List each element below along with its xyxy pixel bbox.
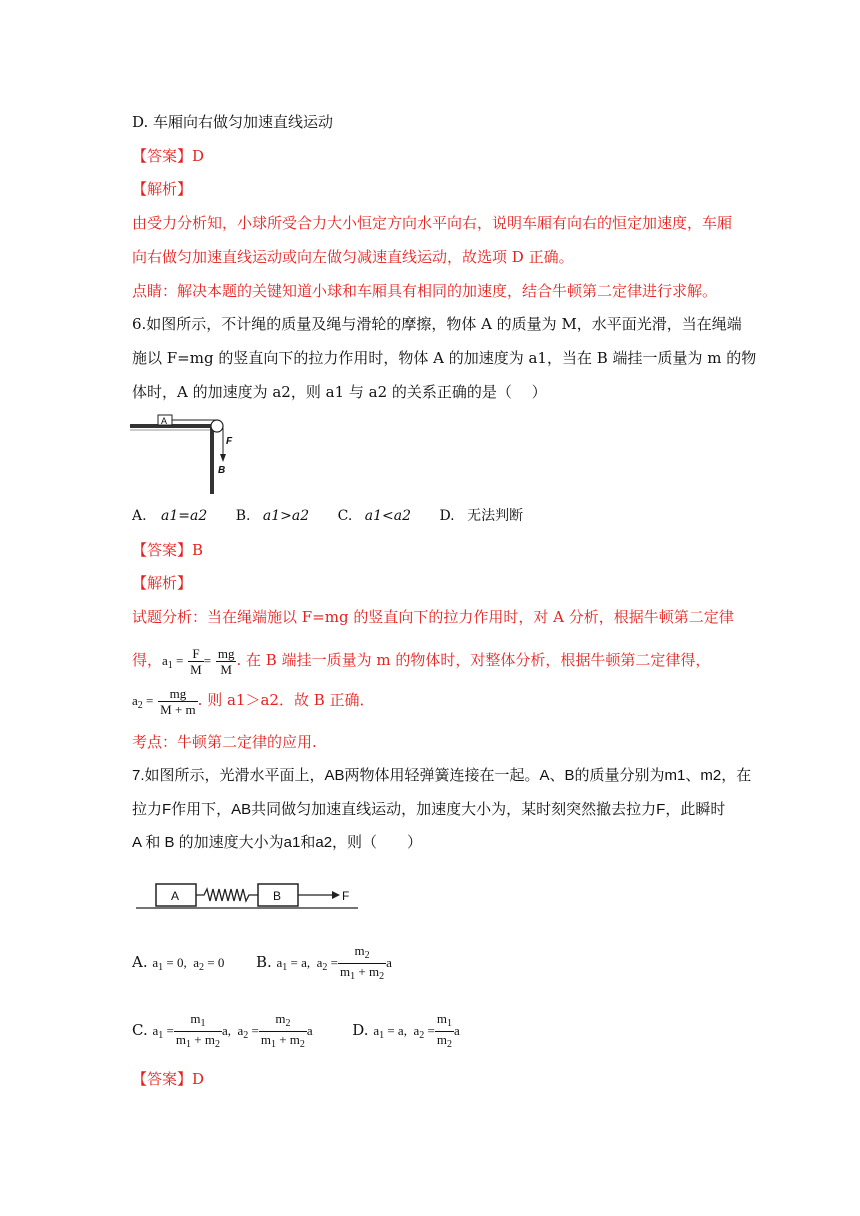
answer-label: 【答案】: [132, 541, 193, 559]
q7-options-ab: A. $a_1 = 0$, $a_2 = 0$ B. $a_1 = a$, $a_2$ = $\frac{m_2}{m_1 + m_2}$ a: [132, 942, 392, 982]
option-b: B.: [235, 508, 251, 524]
force-label: F: [226, 436, 233, 447]
block-b-label: B: [273, 889, 282, 903]
force-label: F: [342, 889, 350, 903]
fraction-mg-over-m: $\frac{mg}{M}$: [217, 645, 235, 677]
option-d: D.: [352, 1021, 369, 1039]
q6-pulley-figure: [130, 414, 240, 496]
fraction-m1-over-sum: $\frac{m_1}{m_1 + m_2}$: [175, 1010, 220, 1050]
option-a: A.: [132, 953, 148, 971]
q7-stem-line: 拉力F作用下，AB共同做匀加速直线运动，加速度大小为，某时刻突然撤去拉力F，此瞬时: [132, 801, 726, 818]
option-b-text: a1>a2: [262, 508, 310, 524]
fraction-f-over-m: $\frac{F}{M}$: [190, 645, 202, 677]
spring: [196, 889, 258, 901]
q7-options-cd: C. $a_1$ = $\frac{m_1}{m_1 + m_2}$ a, $a_2$ = $\frac{m_2}{m_1 + m_2}$ a D. $a_1 = a$, $a_2$ = $\frac{m_1}{m_2}$ a: [132, 1010, 460, 1050]
option-d: D.: [439, 508, 455, 524]
answer-value: B: [192, 541, 204, 559]
q6-kaodian: 考点：牛顿第二定律的应用.: [132, 733, 317, 751]
q6-analysis-formula2: $a_2$ = $\frac{mg}{M + m}$ . 则 a1＞a2．故 B 正确．: [132, 685, 375, 717]
force-arrow: [220, 454, 226, 462]
pulley: [211, 420, 223, 432]
option-c: C.: [132, 1021, 148, 1039]
end-label: B: [218, 465, 226, 476]
option-b: B.: [255, 953, 272, 971]
table-surface: [130, 424, 216, 428]
option-d-text: 无法判断: [467, 508, 524, 524]
q6-answer: [132, 540, 203, 560]
answer-label: 【答案】: [132, 147, 193, 165]
q5-answer: [132, 146, 204, 166]
q5-analysis-label: 【解析】: [132, 180, 193, 198]
fraction-m2-over-sum: $\frac{m_2}{m_1 + m_2}$: [340, 942, 385, 982]
q7-stem-line: A 和 B 的加速度大小为a1和a2，则（ ）: [132, 834, 423, 851]
fraction-m2-over-sum: $\frac{m_2}{m_1 + m_2}$: [260, 1010, 305, 1050]
q6-stem-line: 6.如图所示，不计绳的质量及绳与滑轮的摩擦，物体 A 的质量为 M，水平面光滑，当在绳端: [132, 315, 742, 333]
q6-analysis-line: 试题分析：当在绳端施以 F=mg 的竖直向下的拉力作用时，对 A 分析，根据牛顿第二定律: [132, 608, 734, 626]
q6-analysis-formula1: 得，$a_1$ = $\frac{F}{M}$ = $\frac{mg}{M}$ . 在 B 端挂一质量为 m 的物体时，对整体分析，根据牛顿第二定律得，: [132, 645, 711, 677]
q7-spring-figure: [136, 876, 366, 912]
q5-tip: 点睛：解决本题的关键知道小球和车厢具有相同的加速度，结合牛顿第二定律进行求解。: [132, 282, 718, 300]
option-c-text: a1<a2: [364, 508, 411, 524]
block-a-label: A: [161, 416, 168, 426]
answer-label: 【答案】: [132, 1070, 193, 1088]
q5-option-d: D. 车厢向右做匀加速直线运动: [132, 113, 334, 131]
option-a-text: a1=a2: [161, 508, 208, 524]
q5-analysis-line: 向右做匀加速直线运动或向左做匀减速直线运动，故选项 D 正确。: [132, 248, 574, 266]
fraction-mg-over-m-plus-m: $\frac{mg}{M + m}$: [160, 685, 196, 717]
q7-answer: [132, 1069, 204, 1089]
q6-stem-line: 施以 F=mg 的竖直向下的拉力作用时，物体 A 的加速度为 a1，当在 B 端挂一质量为 m 的物: [132, 349, 757, 367]
option-a: A.: [132, 508, 147, 524]
answer-value: D: [192, 1070, 205, 1088]
q6-analysis-label: 【解析】: [132, 574, 193, 592]
table-edge: [210, 428, 214, 494]
answer-value: D: [192, 147, 205, 165]
force-arrow: [332, 891, 340, 899]
q5-analysis-line: 由受力分析知，小球所受合力大小恒定方向水平向右，说明车厢有向右的恒定加速度，车厢: [132, 214, 733, 232]
q6-options: [132, 506, 523, 526]
option-c: C.: [337, 508, 353, 524]
fraction-m1-over-m2: $\frac{m_1}{m_2}$: [436, 1010, 452, 1050]
block-a-label: A: [171, 889, 180, 903]
q7-stem-line: 7.如图所示，光滑水平面上，AB两物体用轻弹簧连接在一起。A、B的质量分别为m1、m2，在: [132, 767, 752, 784]
q6-stem-line: 体时，A 的加速度为 a2，则 a1 与 a2 的关系正确的是（ ）: [132, 383, 547, 401]
